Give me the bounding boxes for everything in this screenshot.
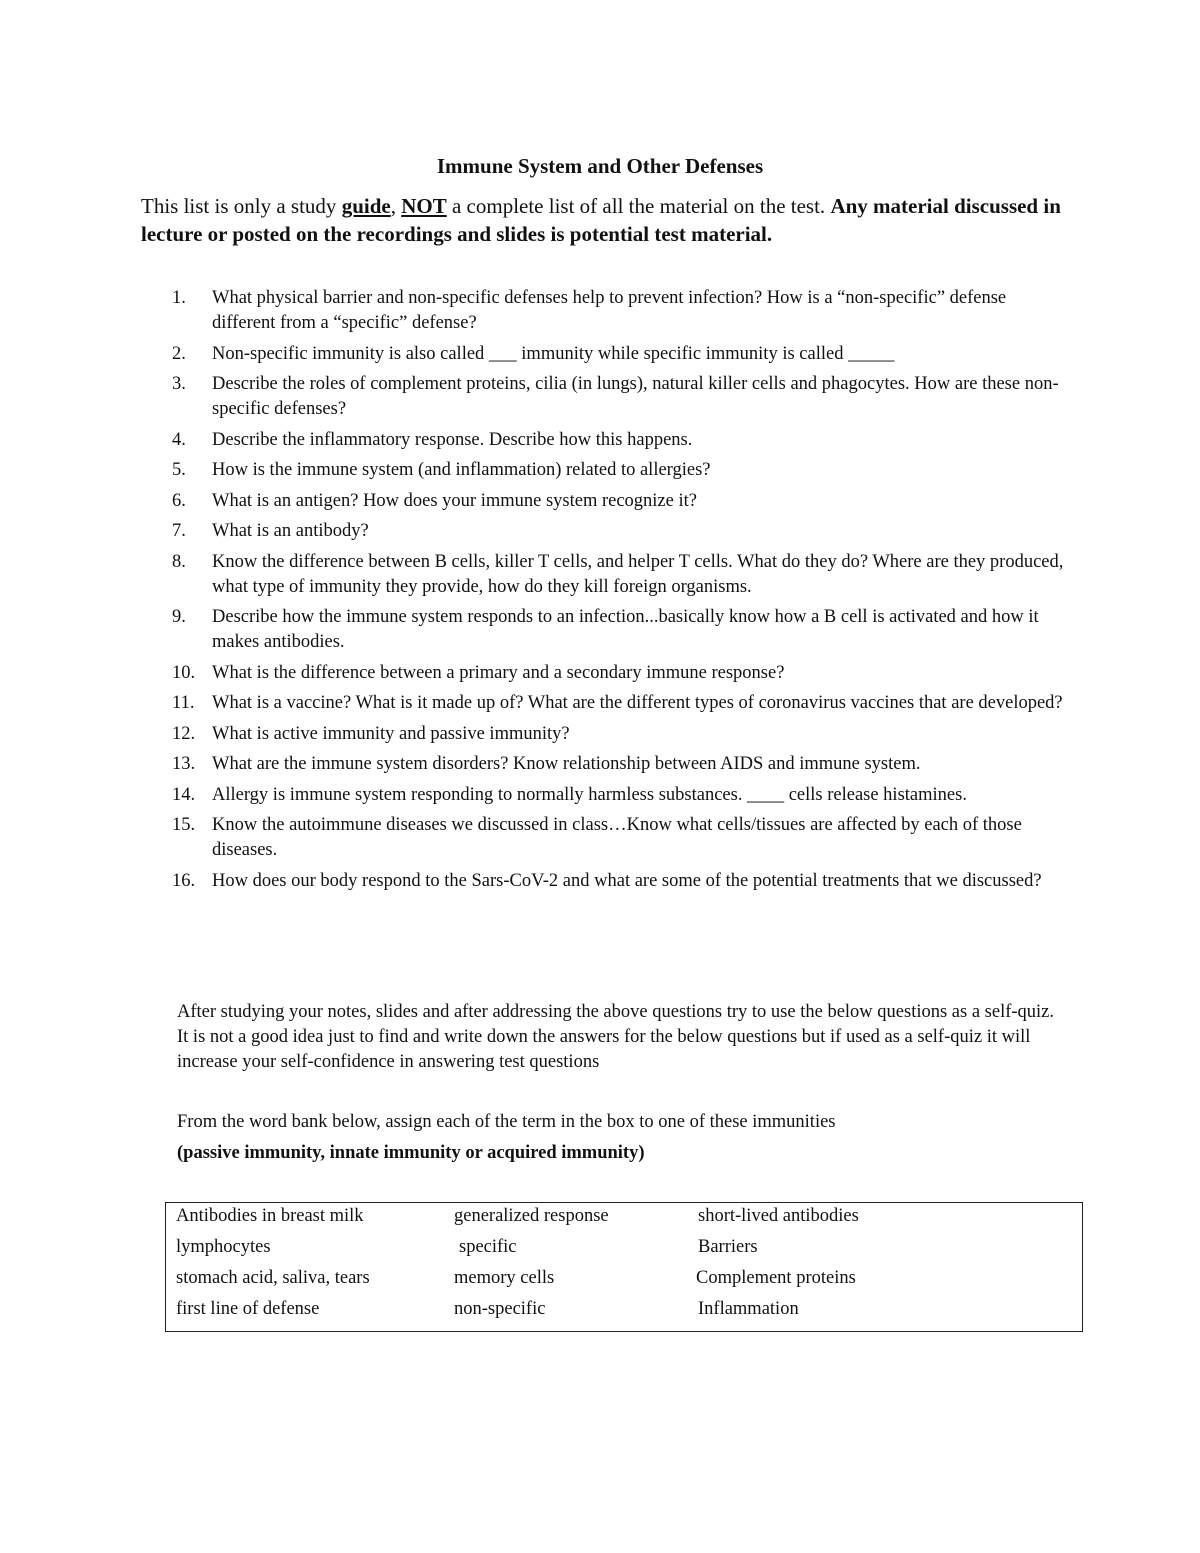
question-number: 16. [172, 870, 196, 891]
question-number: 15. [172, 815, 196, 835]
question-number: 2. [172, 343, 186, 364]
question-number: 9. [172, 607, 186, 627]
list-item [0, 550, 1200, 600]
list-item [0, 342, 1200, 367]
list-item [0, 458, 1200, 483]
question-number: 4. [172, 429, 186, 450]
word-bank-term: lymphocytes [176, 1237, 271, 1257]
intro-comma: , [390, 194, 402, 218]
list-item [0, 372, 1200, 422]
question-number: 1. [172, 288, 186, 308]
intro-paragraph [141, 192, 1071, 248]
page-title: Immune System and Other Defenses [436, 154, 764, 178]
question-text: Describe how the immune system responds to an infection...basically know how a B cell is activated and how it makes antibodies. [212, 607, 1039, 652]
question-number: 3. [172, 374, 186, 394]
question-text: What is active immunity and passive immunity? [212, 723, 570, 744]
study-question-list [0, 286, 1200, 899]
word-bank-term: Barriers [698, 1237, 758, 1257]
intro-text-start: This list is only a study [141, 194, 342, 218]
list-item [0, 286, 1200, 336]
list-item [0, 813, 1200, 863]
question-number: 12. [172, 723, 196, 744]
intro-bold-warning: Any material discussed in lecture or posted on the recordings and slides is potential test material. [141, 194, 1061, 246]
list-item [0, 489, 1200, 514]
list-item [0, 722, 1200, 747]
question-text: How is the immune system (and inflammation) related to allergies? [212, 460, 711, 480]
question-number: 5. [172, 460, 186, 480]
question-number: 7. [172, 521, 186, 541]
question-number: 6. [172, 490, 186, 511]
list-item [0, 428, 1200, 453]
question-number: 10. [172, 662, 196, 683]
word-bank-term: generalized response [454, 1206, 609, 1226]
list-item [0, 605, 1200, 655]
list-item [0, 661, 1200, 686]
question-text: What is an antibody? [212, 521, 369, 541]
question-number: 8. [172, 551, 186, 572]
intro-text-middle: a complete list of all the material on the test. [446, 194, 831, 218]
question-text: Describe the inflammatory response. Describe how this happens. [212, 429, 693, 450]
word-bank-term: specific [459, 1237, 517, 1257]
question-text: What is a vaccine? What is it made up of? What are the different types of coronavirus vaccines that are developed? [212, 693, 1063, 713]
word-bank-instruction-line: From the word bank below, assign each of the term in the box to one of these immunities [177, 1112, 836, 1132]
word-bank-term: non-specific [454, 1299, 546, 1319]
question-text: Know the autoimmune diseases we discussed in class…Know what cells/tissues are affected by each of those diseases. [212, 815, 1022, 860]
word-bank-term: Antibodies in breast milk [176, 1206, 364, 1226]
question-text: How does our body respond to the Sars-CoV-2 and what are some of the potential treatments that we discussed? [212, 870, 1042, 891]
word-bank-instructions [177, 1110, 1057, 1166]
list-item [0, 752, 1200, 777]
list-item [0, 783, 1200, 808]
word-bank-term: Complement proteins [696, 1268, 856, 1288]
word-bank-term: short-lived antibodies [698, 1206, 859, 1226]
question-text: Describe the roles of complement proteins, cilia (in lungs), natural killer cells and phagocytes. How are these non-specific defenses? [212, 374, 1059, 419]
word-bank-term: memory cells [454, 1268, 555, 1288]
question-text: Allergy is immune system responding to normally harmless substances. ____ cells release histamines. [212, 784, 967, 805]
question-text: What physical barrier and non-specific defenses help to prevent infection? How is a “non-specific” defense different from a “specific” defense? [212, 288, 1007, 333]
question-text: What is an antigen? How does your immune system recognize it? [212, 490, 697, 511]
question-number: 13. [172, 754, 196, 774]
question-number: 14. [172, 784, 196, 805]
word-bank-box [165, 1202, 1083, 1332]
question-text: What is the difference between a primary and a secondary immune response? [212, 662, 785, 683]
question-number: 11. [172, 693, 195, 713]
list-item [0, 869, 1200, 894]
question-text: Non-specific immunity is also called ___ immunity while specific immunity is called _____ [212, 343, 895, 364]
question-text: What are the immune system disorders? Know relationship between AIDS and immune system. [212, 754, 921, 774]
self-quiz-paragraph: After studying your notes, slides and after addressing the above questions try to use the below questions as a self-quiz. It is not a good idea just to find and write down the answers for the below questions but if used as a self-quiz it will increase your self-confidence in answering test questions [177, 1002, 1055, 1072]
list-item [0, 519, 1200, 544]
word-bank-term: first line of defense [176, 1299, 320, 1319]
word-bank-term: Inflammation [698, 1299, 799, 1319]
list-item [0, 691, 1200, 716]
intro-guide-word: guide [341, 194, 391, 218]
immunity-types-line: (passive immunity, innate immunity or acquired immunity) [177, 1143, 645, 1163]
intro-not-word: NOT [401, 194, 447, 218]
word-bank-term: stomach acid, saliva, tears [176, 1268, 370, 1288]
question-text: Know the difference between B cells, killer T cells, and helper T cells. What do they do? Where are they produced, what type of immunity they provide, how do they kill foreign organisms. [212, 551, 1064, 597]
